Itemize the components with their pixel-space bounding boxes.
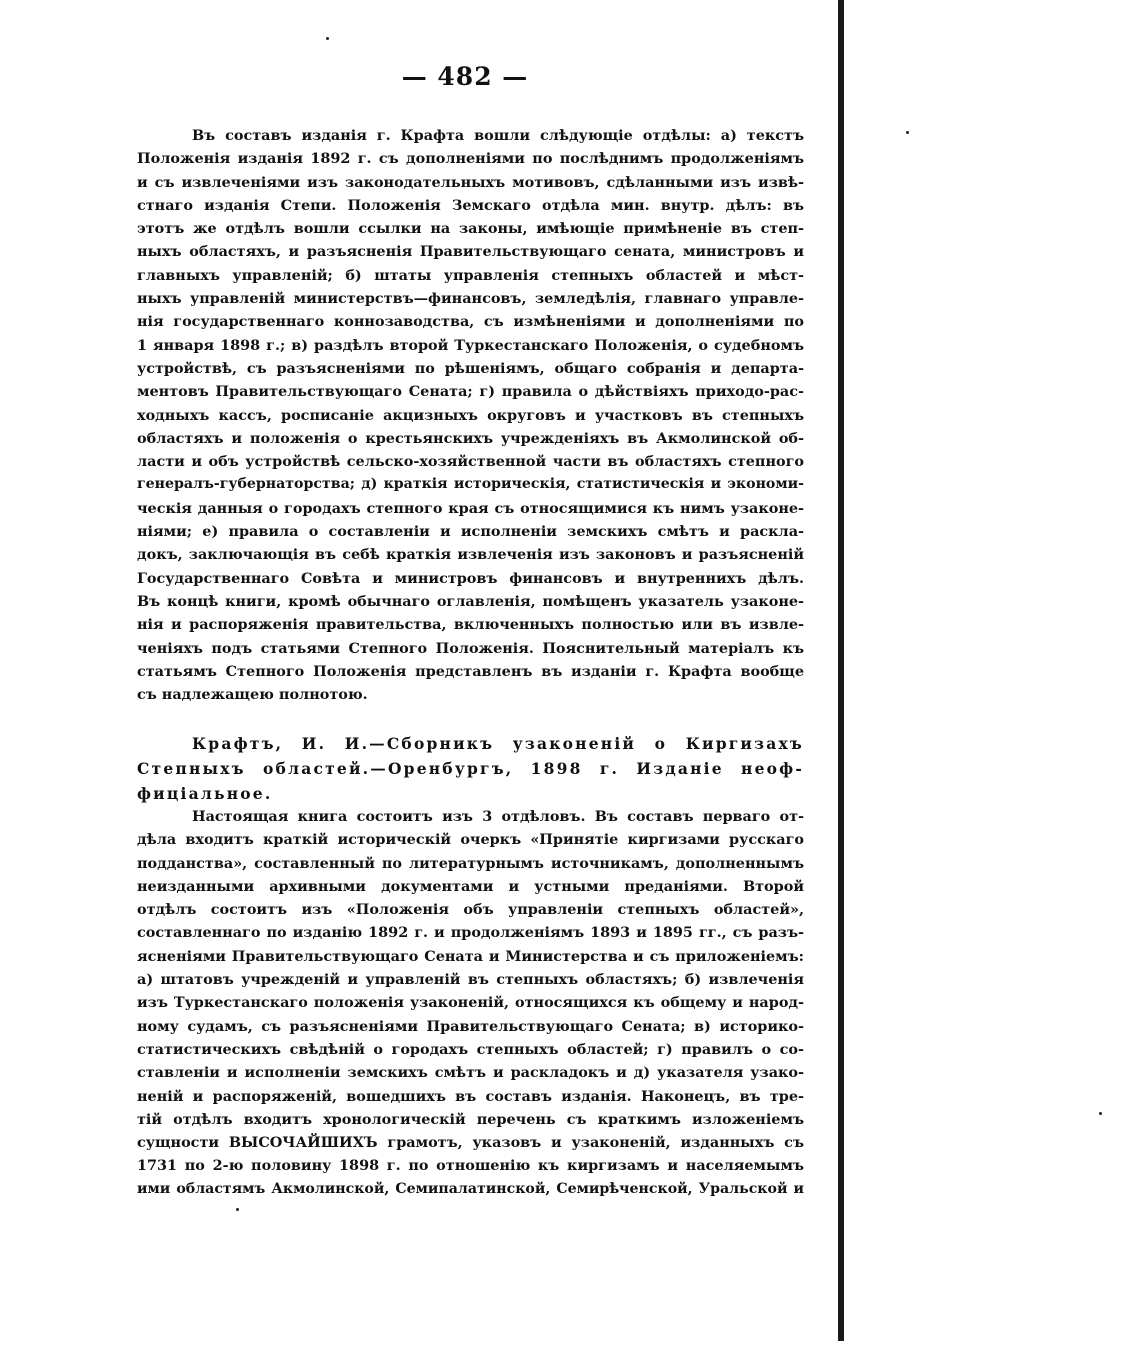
text-line: ныхъ областяхъ, и разъясненія Правительствующаго сената, министровъ и [137,243,804,261]
text-line: Въ составъ изданія г. Крафта вошли слѣдующіе отдѣлы: а) текстъ [192,127,804,144]
text-line: Въ концѣ книги, кромѣ обычнаго оглавленія, помѣщенъ указатель узаконе- [137,592,804,610]
text-line: нія и распоряженія правительства, включенныхъ полностью или въ извле- [137,616,804,634]
text-line: составленнаго по изданію 1892 г. и продолженіямъ 1893 и 1895 гг., съ разъ- [137,924,804,942]
text-line: ныхъ управленій министерствъ—финансовъ, земледѣлія, главнаго управле- [137,290,804,308]
paragraph-kraft-edition-contents [137,124,804,706]
text-line: отдѣлъ состоитъ изъ «Положенія объ управленіи степныхъ областей», [137,901,804,919]
text-line: этотъ же отдѣлъ вошли ссылки на законы, имѣющіе примѣненіе въ степ- [137,220,804,238]
heading-line: Степныхъ областей.—Оренбургъ, 1898 г. Изданіе неоф- [137,759,804,778]
text-line: ментовъ Правительствующаго Сената; г) правила о дѣйствіяхъ приходо-рас- [137,383,804,401]
text-line: Государственнаго Совѣта и министровъ финансовъ и внутреннихъ дѣлъ. [137,569,804,587]
text-line: съ надлежащею полнотою. [137,686,368,704]
page-binding-edge [838,0,844,1341]
text-line: докъ, заключающія въ себѣ краткія извлеченія изъ законовъ и разъясненій [137,546,804,564]
scan-speck [326,37,329,40]
text-line: статьямъ Степного Положенія представленъ въ изданіи г. Крафта вообще [137,662,804,680]
text-line: ному судамъ, съ разъясненіями Правительствующаго Сената; в) историко- [137,1017,804,1035]
scan-speck [1099,1112,1102,1115]
text-line: 1 января 1898 г.; в) раздѣлъ второй Туркестанскаго Положенія, о судебномъ [137,336,804,354]
text-line: ходныхъ кассъ, росписаніе акцизныхъ округовъ и участковъ въ степныхъ [137,406,804,424]
text-line: неизданными архивными документами и устными преданіями. Второй [137,877,804,895]
text-line: изъ Туркестанскаго положенія узаконеній, относящихся къ общему и народ- [137,994,804,1012]
text-line: ими областямъ Акмолинской, Семипалатинской, Семирѣченской, Уральской и [137,1180,804,1197]
text-line: главныхъ управленій; б) штаты управленія степныхъ областей и мѣст- [137,266,804,284]
paragraph-book-description [137,805,804,1201]
text-line: статистическихъ свѣдѣній о городахъ степныхъ областей; г) правилъ о со- [137,1040,804,1058]
page-number: — 482 — [401,62,529,91]
heading-line: фиціальное. [137,784,273,803]
text-line: ясненіями Правительствующаго Сената и Министерства и съ приложеніемъ: [137,947,804,965]
text-line: Настоящая книга состоитъ изъ 3 отдѣловъ. Въ составъ перваго от- [192,808,804,825]
bibliographic-entry-heading [137,731,804,806]
text-line: а) штатовъ учрежденій и управленій въ степныхъ областяхъ; б) извлеченія [137,971,804,989]
text-line: 1731 по 2-ю половину 1898 г. по отношенію къ киргизамъ и населяемымъ [137,1157,804,1175]
text-line: подданства», составленный по литературнымъ источникамъ, дополненнымъ [137,854,804,872]
text-line: нія государственнаго коннозаводства, съ измѣненіями и дополненіями по [137,313,804,331]
text-line: ставленіи и исполненіи земскихъ смѣтъ и раскладокъ и д) указателя узако- [137,1064,804,1082]
scan-speck [236,1208,239,1211]
text-line: областяхъ и положенія о крестьянскихъ учрежденіяхъ въ Акмолинской об- [137,429,804,447]
text-line: ніями; е) правила о составленіи и исполненіи земскихъ смѣтъ и раскла- [137,523,804,541]
text-line: ченіяхъ подъ статьями Степного Положенія. Пояснительный матеріалъ къ [137,639,804,657]
text-line: Положенія изданія 1892 г. съ дополненіями по послѣднимъ продолженіямъ [137,150,804,168]
text-line: ческія данныя о городахъ степного края съ относящимися къ нимъ узаконе- [137,499,804,517]
scan-speck [906,131,909,134]
text-line: устройствѣ, съ разъясненіями по рѣшеніямъ, общаго собранія и департа- [137,359,804,377]
heading-line: Крафтъ, И. И.—Сборникъ узаконеній о Киргизахъ [192,734,804,753]
text-line: дѣла входитъ краткій историческій очеркъ «Принятіе киргизами русскаго [137,831,804,849]
text-line: ласти и объ устройствѣ сельско-хозяйственной части въ областяхъ степного [137,453,804,471]
text-line: и съ извлеченіями изъ законодательныхъ мотивовъ, сдѣланными изъ извѣ- [137,173,804,191]
text-line: сущности ВЫСОЧАЙШИХЪ грамотъ, указовъ и узаконеній, изданныхъ съ [137,1134,804,1152]
text-line: тій отдѣлъ входитъ хронологическій перечень съ краткимъ изложеніемъ [137,1110,804,1128]
text-line: генералъ-губернаторства; д) краткія историческія, статистическія и экономи- [137,476,804,493]
text-line: стнаго изданія Степи. Положенія Земскаго отдѣла мин. внутр. дѣлъ: въ [137,196,804,214]
text-line: неній и распоряженій, вошедшихъ въ составъ изданія. Наконецъ, въ тре- [137,1087,804,1105]
